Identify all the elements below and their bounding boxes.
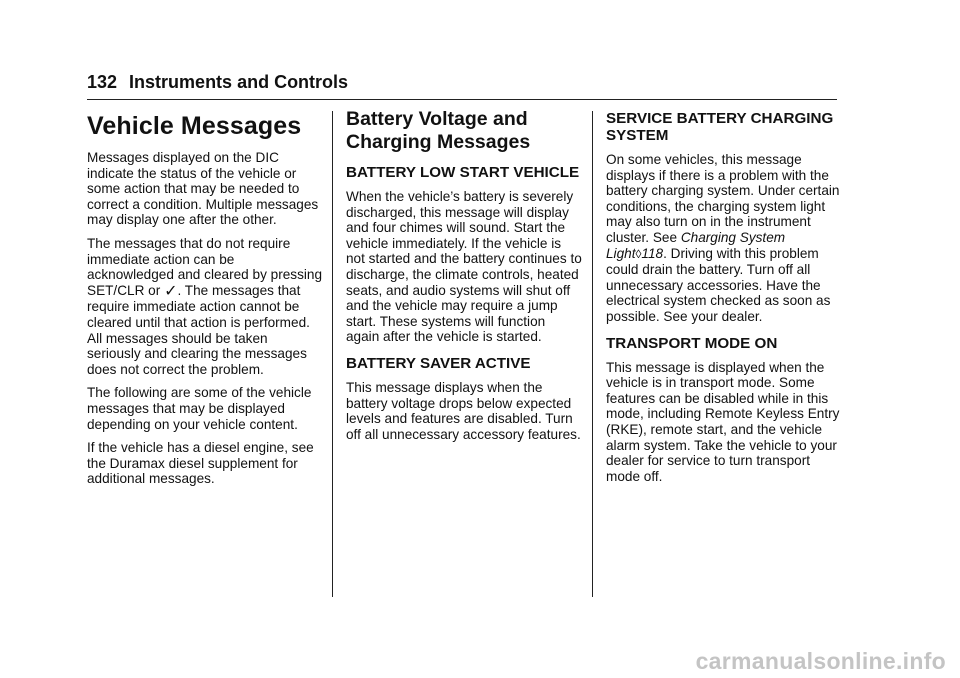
battery-low-start-text: When the vehicle’s battery is severely discharged, this message will display and four chimes will sound. Start the vehicle immediately. If the vehicle is not started and the battery continues to discharge, the climate controls, heated seats, and audio systems will shut off and the vehicle may require a jump start. These systems will function again after the vehicle is started. [346,189,582,345]
page-header [87,72,348,93]
service-battery-heading: SERVICE BATTERY CHARGING SYSTEM [606,110,834,144]
page-number: 132 [87,72,118,92]
page-reference-number[interactable]: 118 [641,245,664,261]
charging-system-light-link[interactable]: Charging System Light [606,229,786,261]
column-1 [87,106,323,495]
battery-voltage-title: Battery Voltage and Charging Messages [346,108,531,153]
transport-mode-heading: TRANSPORT MODE ON [606,334,778,352]
battery-saver-heading: BATTERY SAVER ACTIVE [346,354,531,372]
column-divider-2 [592,111,593,597]
vehicle-messages-title: Vehicle Messages [87,112,302,140]
section-title: Instruments and Controls [129,72,349,92]
header-rule [87,99,837,100]
column-divider-1 [332,111,333,597]
intro-paragraph: Messages displayed on the DIC indicate the status of the vehicle or some action that may be needed to correct a condition. Multiple messages may display one after the other. [87,150,319,228]
service-battery-text: On some vehicles, this message displays if there is a problem with the battery charging system. Under certain conditions, the charging system light may also turn on in the instrument cluster. See Charging System Light◊118. Driving with this problem could drain the battery. Turn off all unnecessary accessories. Have the electrical system checked as soon as possible. See your dealer. [606,152,840,324]
column-3 [606,106,842,492]
watermark: carmanualsonline.info [695,648,946,674]
column-2 [346,106,582,450]
checkmark-icon: ✓ [164,282,178,300]
transport-mode-text: This message is displayed when the vehicle is in transport mode. Some features can be disabled while in this mode, including Remote Keyless Entry (RKE), remote start, and the vehicle alarm system. Take the vehicle to your dealer for service to turn transport mode off. [606,359,840,484]
battery-saver-text: This message displays when the battery voltage drops below expected levels and features are disabled. Turn off all unnecessary accessory features. [346,379,581,442]
battery-low-start-heading: BATTERY LOW START VEHICLE [346,164,580,181]
page-reference-icon: ◊ [635,246,642,261]
diesel-paragraph: If the vehicle has a diesel engine, see the Duramax diesel supplement for additional messages. [87,440,314,487]
clear-messages-paragraph: The messages that do not require immediate action can be acknowledged and cleared by pressing SET/CLR or ✓. The messages that require immediate action cannot be cleared until that action is performed. All messages should be taken seriously and clearing the messages does not correct the problem. [87,235,323,377]
vehicle-content-paragraph: The following are some of the vehicle messages that may be displayed depending on your vehicle content. [87,385,312,432]
